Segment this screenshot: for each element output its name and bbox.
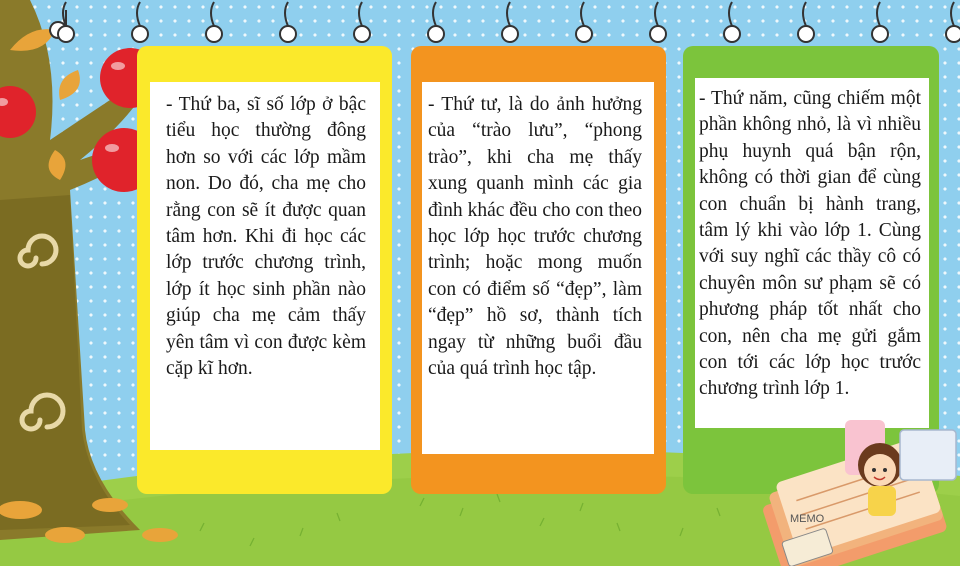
card-text-green: - Thứ năm, cũng chiếm một phần không nhỏ, là vì nhiều phụ huynh quá bận rộn, không có thời gian để cùng con chuẩn bị hành trang, tâm lý khi vào lớp 1. Cùng với suy nghĩ các thầy cô có chuyên môn sư phạm sẽ có phương pháp tốt nhất cho con, nên cha mẹ gửi gắm con tới các lớp học trước chương trình lớp 1. xyxy=(699,88,921,400)
ring-icon xyxy=(206,2,222,42)
memo-label: MEMO xyxy=(790,513,825,525)
card-text-orange: - Thứ tư, là do ảnh hưởng của “trào lưu”, “phong trào”, khi cha mẹ thấy xung quanh mình các gia đình khác đều cho con theo học lớp học trước chương trình; hoặc mong muốn con có điểm số “đẹp”, làm “đẹp” hồ sơ, thành tích ngay từ những buổi đầu của quá trình học tập. xyxy=(428,94,642,380)
ring-icon xyxy=(724,2,740,42)
ring-icon xyxy=(428,2,444,42)
ring-icon xyxy=(354,2,370,42)
paper-yellow xyxy=(150,82,380,450)
ring-icon xyxy=(798,2,814,42)
paper-orange xyxy=(422,82,654,454)
ring-icon xyxy=(280,2,296,42)
ring-icon xyxy=(576,2,592,42)
ring-icon xyxy=(872,2,888,42)
ring-icon xyxy=(650,2,666,42)
ring-icon xyxy=(946,2,960,42)
ring-icon xyxy=(502,2,518,42)
paper-green xyxy=(695,78,929,428)
note-card xyxy=(900,430,956,480)
ring-icon xyxy=(132,2,148,42)
card-text-yellow: - Thứ ba, sĩ số lớp ở bậc tiểu học thường đông hơn so với các lớp mầm non. Do đó, cha mẹ cho rằng con sẽ ít được quan tâm hơn. Khi đi học các lớp trước chương trình, lớp ít học sinh phần nào giúp cha mẹ cảm thấy yên tâm vì con được kèm cặp kĩ hơn. xyxy=(166,94,366,380)
memo-girl-illustration xyxy=(750,410,960,566)
binding-rings xyxy=(0,0,960,60)
